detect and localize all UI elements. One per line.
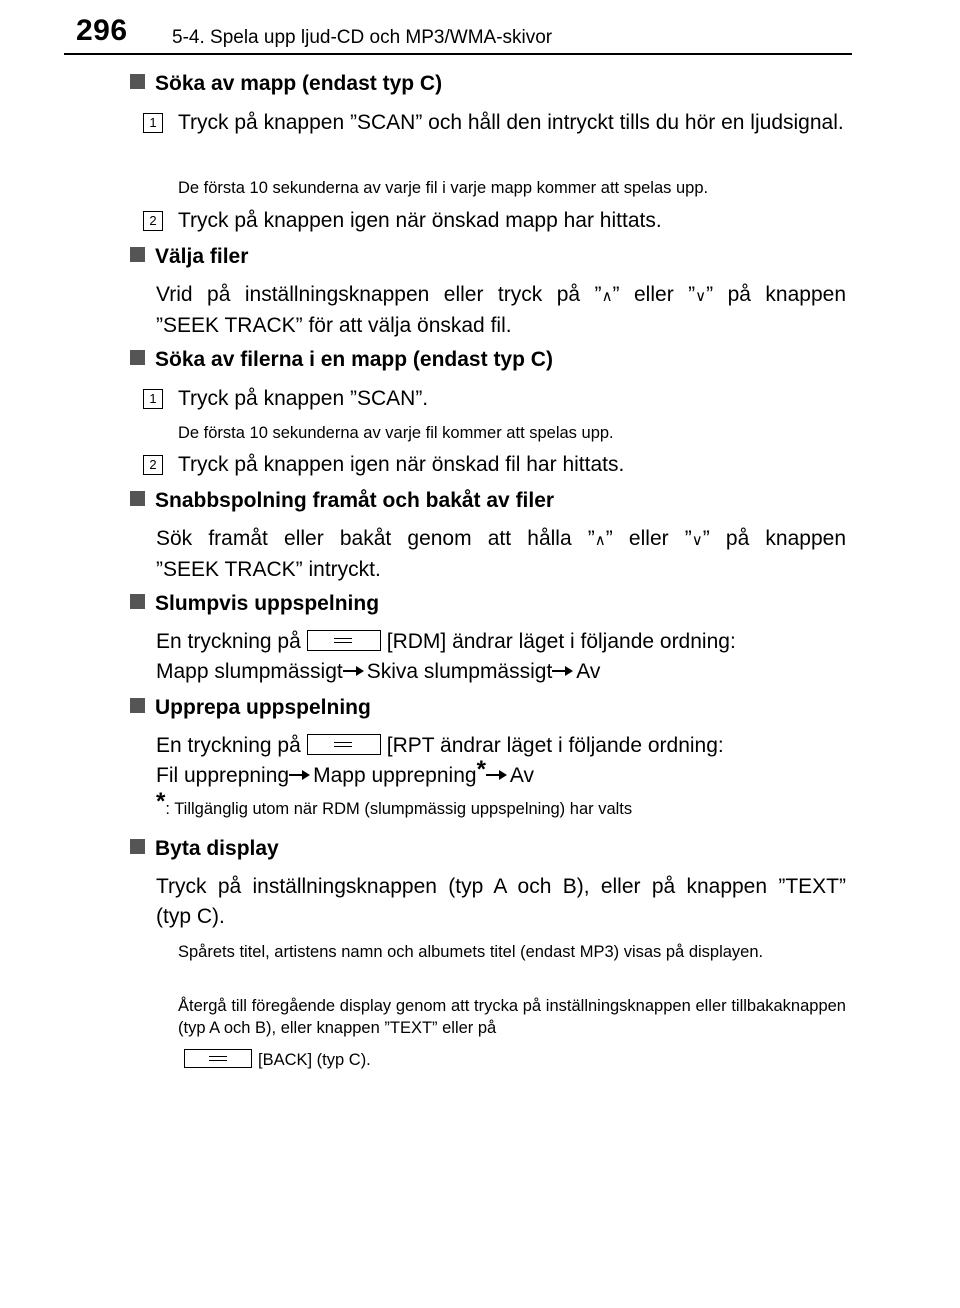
body-text: En tryckning på [RPT ändrar läget i följande ordning: bbox=[156, 734, 724, 757]
step-number-badge: 1 bbox=[143, 113, 163, 133]
display-note: [BACK] (typ C). bbox=[178, 1049, 846, 1071]
square-bullet-icon bbox=[130, 247, 145, 262]
step-number-badge: 2 bbox=[143, 455, 163, 475]
arrow-right-icon bbox=[486, 768, 510, 780]
chevron-up-icon: ∧ bbox=[594, 532, 606, 549]
section-heading-scan-files-in-folder: Söka av filerna i en mapp (endast typ C) bbox=[130, 348, 553, 372]
step-number-badge: 2 bbox=[143, 211, 163, 231]
body-text: Sök framåt eller bakåt genom att hålla ”∧” eller ”∨” på knappen bbox=[156, 527, 847, 550]
page-header bbox=[0, 0, 960, 54]
step-text: Tryck på knappen igen när önskad fil har hittats. bbox=[178, 453, 625, 476]
body-text: En tryckning på [RDM] ändrar läget i följande ordning: bbox=[156, 630, 736, 653]
section-heading-select-files: Välja filer bbox=[130, 245, 248, 269]
display-note: Återgå till föregående display genom att trycka på inställningsknappen eller tillbakaknappen (typ A och B), eller knappen ”TEXT” eller på bbox=[178, 997, 846, 1037]
mode-sequence: Fil upprepning Mapp upprepning* Av bbox=[156, 756, 535, 787]
chapter-title: 5-4. Spela upp ljud-CD och MP3/WMA-skivor bbox=[172, 27, 553, 48]
section-heading-change-display: Byta display bbox=[130, 837, 279, 861]
arrow-right-icon bbox=[343, 664, 367, 676]
chevron-down-icon: ∨ bbox=[691, 532, 703, 549]
preset-button-icon bbox=[307, 734, 381, 755]
footnote: *: Tillgänglig utom när RDM (slumpmässig uppspelning) har valts bbox=[156, 788, 633, 818]
body-text: ”SEEK TRACK” intryckt. bbox=[156, 558, 381, 581]
chevron-up-icon: ∧ bbox=[601, 288, 613, 305]
chevron-down-icon: ∨ bbox=[695, 288, 707, 305]
mode-sequence: Mapp slumpmässigt Skiva slumpmässigt Av bbox=[156, 660, 601, 683]
square-bullet-icon bbox=[130, 698, 145, 713]
display-note: Spårets titel, artistens namn och albumets titel (endast MP3) visas på displayen. bbox=[178, 943, 764, 961]
section-heading-random-playback: Slumpvis uppspelning bbox=[130, 592, 379, 616]
square-bullet-icon bbox=[130, 350, 145, 365]
step-text: Tryck på knappen igen när önskad mapp har hittats. bbox=[178, 209, 662, 232]
step-number-badge: 1 bbox=[143, 389, 163, 409]
section-heading-fast-forward: Snabbspolning framåt och bakåt av filer bbox=[130, 489, 554, 513]
footnote-marker: * bbox=[476, 756, 486, 783]
step-text: Tryck på knappen ”SCAN”. bbox=[178, 387, 429, 410]
body-text: ”SEEK TRACK” för att välja önskad fil. bbox=[156, 314, 512, 337]
arrow-right-icon bbox=[289, 768, 313, 780]
arrow-right-icon bbox=[552, 664, 576, 676]
square-bullet-icon bbox=[130, 491, 145, 506]
preset-button-icon bbox=[307, 630, 381, 651]
preset-button-icon bbox=[184, 1049, 252, 1068]
square-bullet-icon bbox=[130, 594, 145, 609]
page-number: 296 bbox=[76, 14, 128, 47]
square-bullet-icon bbox=[130, 839, 145, 854]
section-heading-repeat-playback: Upprepa uppspelning bbox=[130, 696, 371, 720]
body-text: Vrid på inställningsknappen eller tryck på ”∧” eller ”∨” på knappen bbox=[156, 283, 846, 306]
header-divider bbox=[64, 53, 852, 55]
step-note: De första 10 sekunderna av varje fil i varje mapp kommer att spelas upp. bbox=[178, 179, 709, 197]
square-bullet-icon bbox=[130, 74, 145, 89]
section-heading-folder-scan: Söka av mapp (endast typ C) bbox=[130, 72, 442, 96]
body-text: Tryck på inställningsknappen (typ A och B), eller på knappen ”TEXT” bbox=[156, 875, 846, 898]
step-note: De första 10 sekunderna av varje fil kommer att spelas upp. bbox=[178, 424, 614, 442]
body-text: (typ C). bbox=[156, 905, 225, 928]
step-text: Tryck på knappen ”SCAN” och håll den intryckt tills du hör en ljudsignal. bbox=[178, 111, 844, 134]
